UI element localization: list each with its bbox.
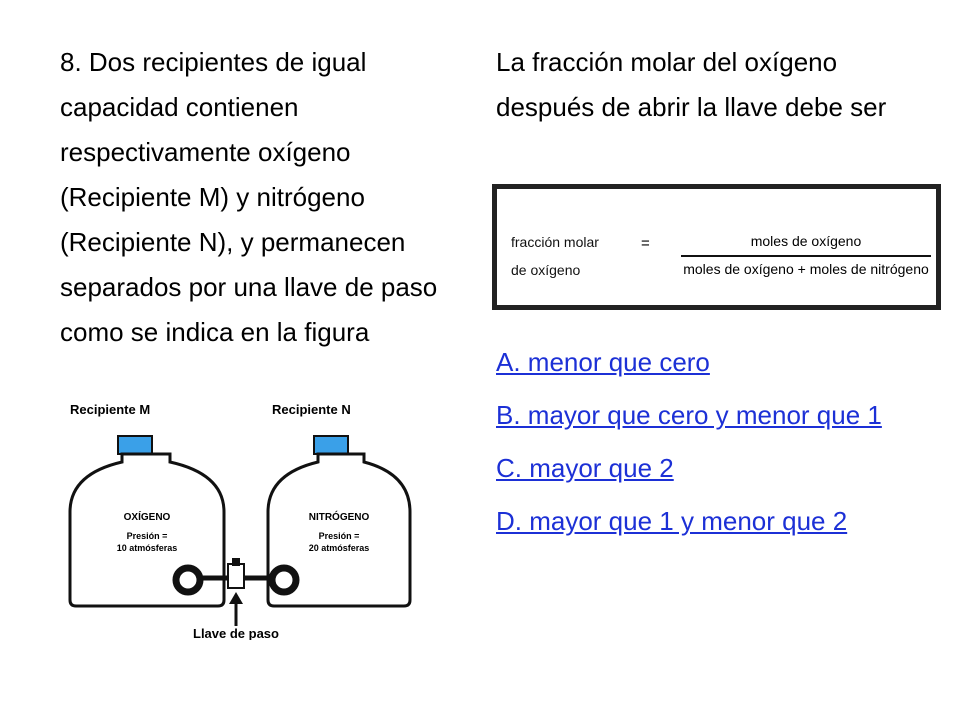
container-m-pressure-line2: 10 atmósferas xyxy=(116,543,178,553)
formula-denominator: moles de oxígeno + moles de nitrógeno xyxy=(683,261,929,277)
valve-pointer xyxy=(229,592,243,626)
container-m-pressure-line1: Presión = xyxy=(126,531,168,541)
prompt-text: La fracción molar del oxígeno después de abrir la llave debe ser xyxy=(496,47,887,122)
container-n-pressure-line2: 20 atmósferas xyxy=(308,543,370,553)
container-m-title: Recipiente M xyxy=(70,402,151,417)
container-n-cap xyxy=(314,436,348,454)
formula-fraction-bar xyxy=(681,255,931,257)
container-n-title: Recipiente N xyxy=(272,402,351,417)
formula-equals: = xyxy=(641,235,650,252)
question-text: 8. Dos recipientes de igual capacidad contienen respectivamente oxígeno (Recipiente M) y nitrógeno (Recipiente N), y permanecen separados por una llave de paso como se indica en la figura xyxy=(60,47,438,347)
container-n-pressure-line1: Presión = xyxy=(318,531,360,541)
container-n-gas: NITRÓGENO xyxy=(308,512,370,523)
formula-label-line2: de oxígeno xyxy=(511,262,581,278)
valve-label: Llave de paso xyxy=(193,626,279,640)
container-m-gas: OXÍGENO xyxy=(123,512,171,523)
containers-figure xyxy=(58,394,460,640)
formula-numerator: moles de oxígeno xyxy=(750,233,862,249)
option-c-link[interactable]: C. mayor que 2 xyxy=(496,453,674,483)
formula-label-line1: fracción molar xyxy=(511,234,599,250)
valve-handle xyxy=(232,558,240,566)
arrow-head-icon xyxy=(229,592,243,604)
answer-options xyxy=(496,340,896,552)
container-m-cap xyxy=(118,436,152,454)
option-a-link[interactable]: A. menor que cero xyxy=(496,347,710,377)
container-n-body xyxy=(268,454,410,606)
container-n xyxy=(268,436,410,606)
valve-icon xyxy=(228,564,244,588)
option-b-link[interactable]: B. mayor que cero y menor que 1 xyxy=(496,400,882,430)
containers-diagram xyxy=(58,394,460,640)
option-d-link[interactable]: D. mayor que 1 y menor que 2 xyxy=(496,506,848,536)
formula-box xyxy=(492,184,941,310)
